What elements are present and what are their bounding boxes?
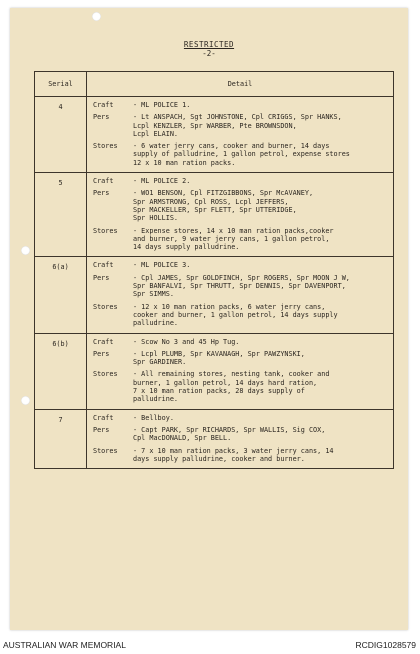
table-header-row (35, 72, 394, 97)
entry-text: - Expense stores, 14 x 10 man ration packs,cooker and burner, 9 water jerry cans, 1 gallon petrol, 14 days supply palludrine. (133, 226, 334, 252)
serial-cell: 5 (35, 173, 87, 257)
stores-entry (93, 370, 389, 403)
entry-text: - 6 water jerry cans, cooker and burner, 14 days supply of palludrine, 1 gallon petrol, expense stores 12 x 10 man ration packs. (133, 142, 350, 167)
entry-text: - Cpl JAMES, Spr GOLDFINCH, Spr ROGERS, Spr MOON J W, Spr BANFALVI, Spr THRUTT, Spr DENNIS, Spr DAVENPORT, Spr SIMMS. (133, 273, 350, 299)
footer-record-id: RCDIG1028579 (355, 640, 416, 650)
entry-label: Stores (93, 302, 118, 311)
entry-label: Craft (93, 101, 114, 109)
entry-label: Pers (93, 273, 110, 282)
entry-text: - All remaining stores, nesting tank, cooker and burner, 1 gallon petrol, 14 days hard ration, 7 x 10 man ration packs, 28 days supply of palludrine. (133, 370, 330, 404)
entry-label: Craft (93, 177, 114, 186)
personnel-entry (93, 189, 389, 222)
column-header-serial: Serial (35, 72, 87, 97)
stores-entry (93, 142, 389, 167)
stores-entry (93, 447, 389, 464)
craft-entry (93, 261, 389, 269)
punch-hole (21, 246, 30, 255)
detail-cell (87, 257, 394, 333)
serial-cell: 7 (35, 409, 87, 468)
entry-text: - ML POLICE 1. (133, 101, 191, 109)
entry-text: - 7 x 10 man ration packs, 3 water jerry cans, 14 days supply palludrine, cooker and burner. (133, 446, 334, 463)
craft-entry (93, 414, 389, 422)
table-row (35, 97, 394, 173)
stores-entry (93, 303, 389, 328)
craft-entry (93, 338, 389, 346)
punch-hole (21, 396, 30, 405)
detail-table (34, 71, 394, 469)
personnel-entry (93, 274, 389, 299)
entry-label: Pers (93, 113, 110, 122)
entry-label: Pers (93, 189, 110, 198)
entry-label: Craft (93, 337, 114, 346)
punch-hole (92, 12, 101, 21)
personnel-entry (93, 113, 389, 138)
detail-cell (87, 333, 394, 409)
craft-entry (93, 177, 389, 185)
detail-cell (87, 97, 394, 173)
entry-label: Stores (93, 446, 118, 455)
entry-label: Pers (93, 349, 110, 358)
entry-text: - ML POLICE 3. (133, 261, 191, 270)
table-row (35, 173, 394, 257)
serial-cell: 4 (35, 97, 87, 173)
stores-entry (93, 227, 389, 252)
entry-text: - Lcpl PLUMB, Spr KAVANAGH, Spr PAWZYNSKI, Spr GARDINER. (133, 349, 305, 367)
table-row (35, 257, 394, 333)
table-row (35, 333, 394, 409)
footer-source-label: AUSTRALIAN WAR MEMORIAL (3, 640, 126, 650)
serial-cell: 6(b) (35, 333, 87, 409)
entry-label: Stores (93, 370, 118, 379)
craft-entry (93, 101, 389, 109)
entry-text: - WO1 BENSON, Cpl FITZGIBBONS, Spr McAVANEY, Spr ARMSTRONG, Cpl ROSS, Lcpl JEFFERS, Spr MACKELLER, Spr FLETT, Spr UTTERIDGE, Spr HOLLIS. (133, 189, 314, 223)
entry-text: - Capt PARK, Spr RICHARDS, Spr WALLIS, Sig COX, Cpl MacDONALD, Spr BELL. (133, 425, 326, 443)
personnel-entry (93, 426, 389, 443)
detail-cell (87, 173, 394, 257)
entry-text: - Scow No 3 and 45 Hp Tug. (133, 337, 240, 346)
entry-label: Craft (93, 413, 114, 422)
entry-label: Pers (93, 425, 110, 434)
serial-cell: 6(a) (35, 257, 87, 333)
detail-cell (87, 409, 394, 468)
entry-label: Craft (93, 261, 114, 270)
entry-label: Stores (93, 226, 118, 235)
entry-label: Stores (93, 142, 118, 151)
personnel-entry (93, 350, 389, 367)
page-number: -2- (202, 49, 216, 58)
entry-text: - 12 x 10 man ration packs, 6 water jerry cans, cooker and burner, 1 gallon petrol, 14 days supply palludrine. (133, 302, 338, 328)
table-row (35, 409, 394, 468)
column-header-detail: Detail (87, 72, 394, 97)
document-page (10, 8, 408, 630)
document-classification: RESTRICTED (183, 40, 235, 49)
entry-text: - Lt ANSPACH, Sgt JOHNSTONE, Cpl CRIGGS, Spr HANKS, Lcpl KENZLER, Spr WARBER, Pte BROWNSDON, Lcpl ELAIN. (133, 113, 342, 138)
entry-text: - ML POLICE 2. (133, 177, 191, 186)
entry-text: - Bellboy. (133, 413, 174, 422)
